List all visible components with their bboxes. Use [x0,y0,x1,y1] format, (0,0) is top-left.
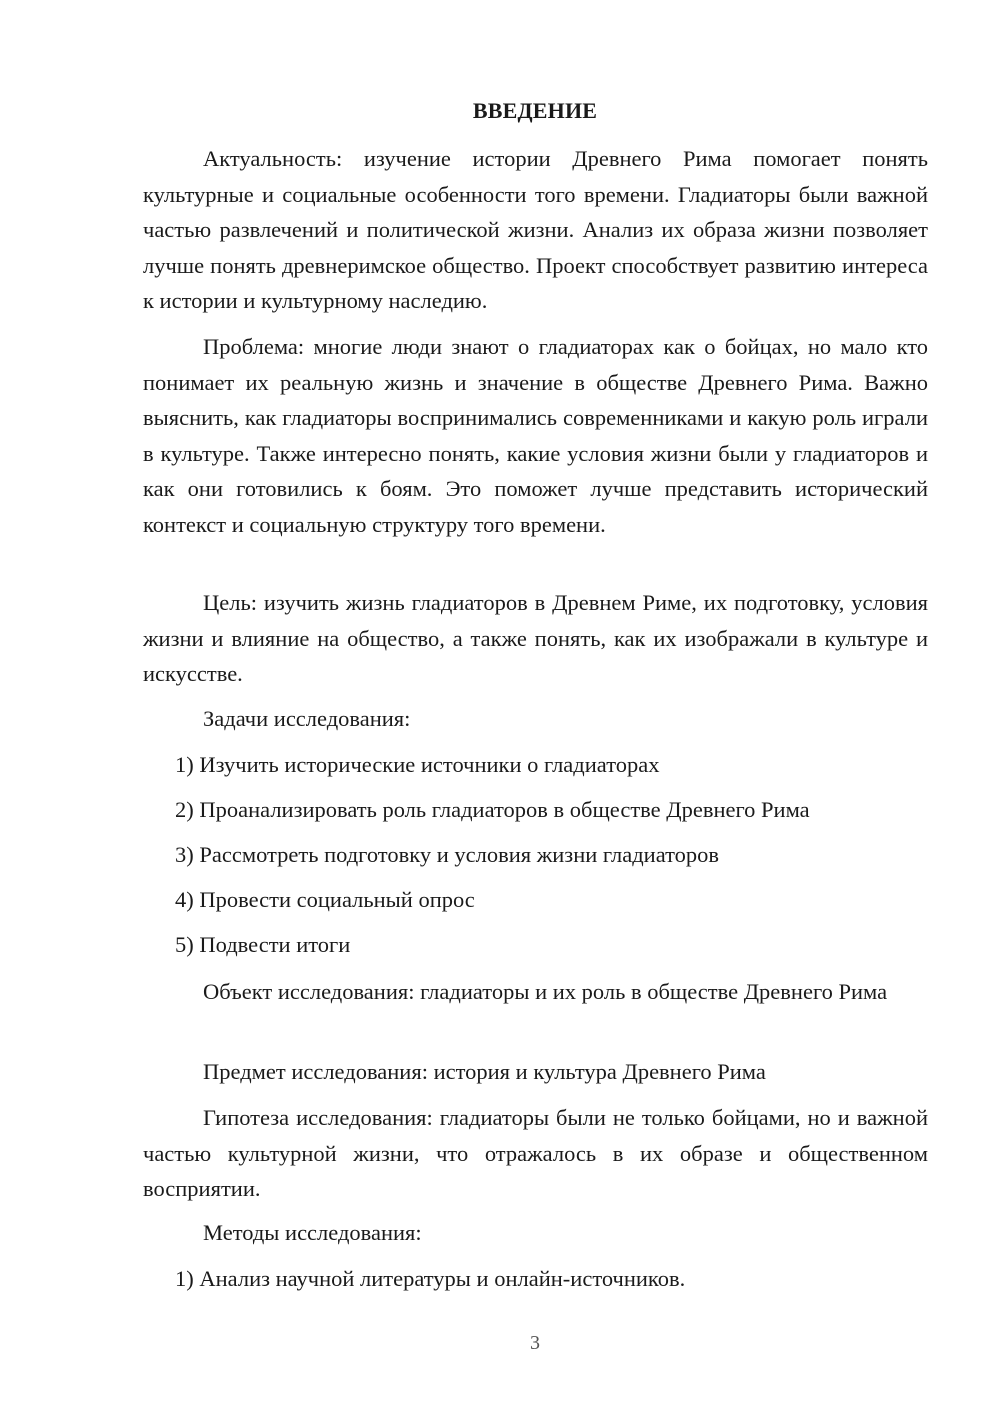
page-number: 3 [530,1332,540,1354]
task-item: 1) Изучить исторические источники о гладиаторах [175,752,660,777]
task-item: 3) Рассмотреть подготовку и условия жизни гладиаторов [175,842,720,867]
task-item: 5) Подвести итоги [175,932,351,957]
tasks-heading: Задачи исследования: [203,706,411,731]
page-title: ВВЕДЕНИЕ [472,98,598,123]
method-item: 1) Анализ научной литературы и онлайн-источников. [175,1266,686,1291]
object-paragraph: Объект исследования: гладиаторы и их роль в обществе Древнего Рима [203,979,888,1004]
hypothesis-paragraph: Гипотеза исследования: гладиаторы были не только бойцами, но и важной частью культурной жизни, что отражалось в их образе и общественном восприятии. [143,1105,928,1202]
task-item: 4) Провести социальный опрос [175,887,475,912]
subject-paragraph: Предмет исследования: история и культура Древнего Рима [203,1059,766,1084]
task-item: 2) Проанализировать роль гладиаторов в обществе Древнего Рима [175,797,810,822]
goal-paragraph: Цель: изучить жизнь гладиаторов в Древнем Риме, их подготовку, условия жизни и влияние на общество, а также понять, как их изображали в культуре и искусстве. [143,590,928,687]
problem-paragraph: Проблема: многие люди знают о гладиаторах как о бойцах, но мало кто понимает их реальную жизнь и значение в обществе Древнего Рима. Важно выяснить, как гладиаторы воспринимались современниками и какую роль играли в культуре. Также интересно понять, какие условия жизни были у гладиаторов и как они готовились к боям. Это поможет лучше представить исторический контекст и социальную структуру того времени. [143,334,928,537]
methods-heading: Методы исследования: [203,1220,422,1245]
relevance-paragraph: Актуальность: изучение истории Древнего Рима помогает понять культурные и социальные особенности того времени. Гладиаторы были важной частью развлечений и политической жизни. Анализ их образа жизни позволяет лучше понять древнеримское общество. Проект способствует развитию интереса к истории и культурному наследию. [143,146,928,314]
